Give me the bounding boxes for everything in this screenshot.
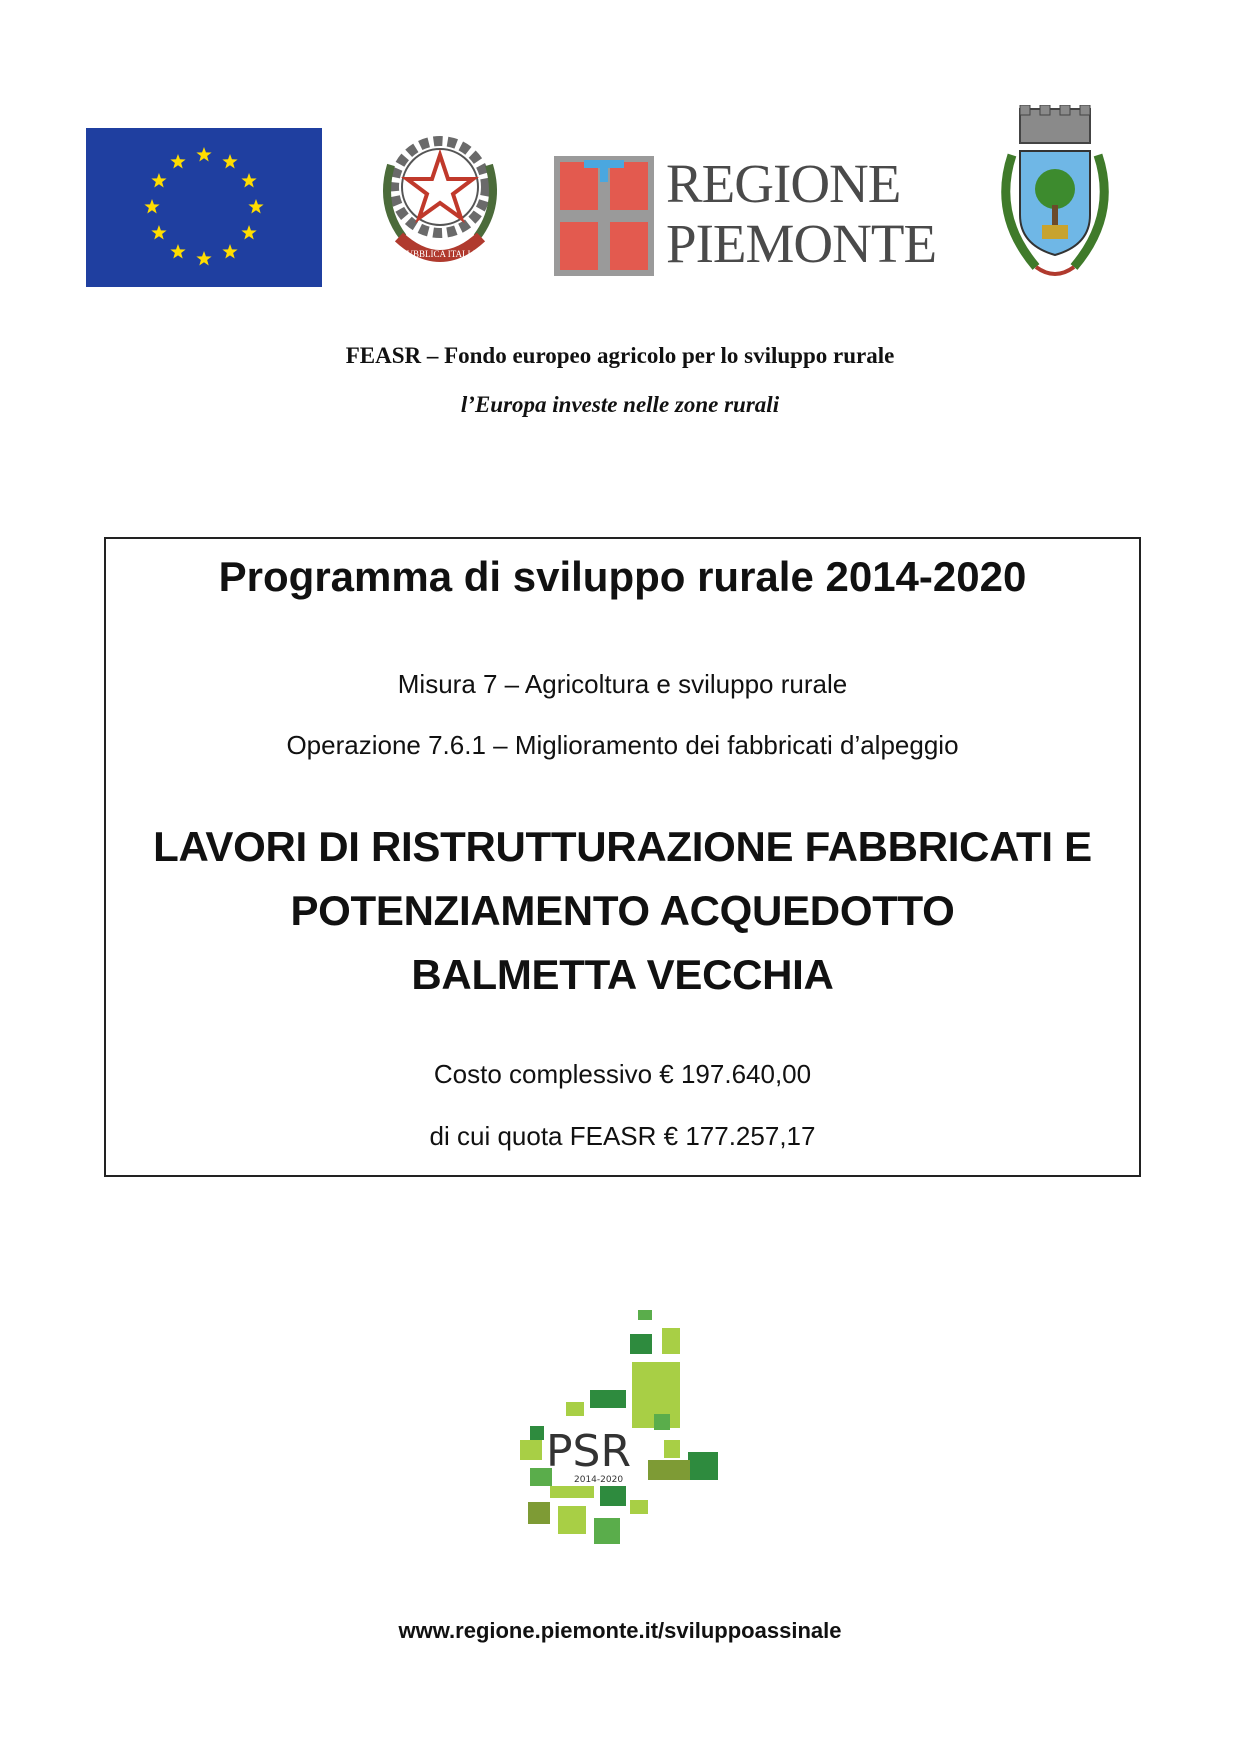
works-title [106,815,1139,1007]
measure-line: Misura 7 – Agricoltura e sviluppo rurale [397,669,848,699]
total-cost: Costo complessivo € 197.640,00 [433,1059,812,1089]
website-link[interactable]: www.regione.piemonte.it/sviluppoassinale [398,1618,842,1643]
emblem-ribbon-text: REPVBBLICA ITALIANA [389,249,491,259]
piemonte-word: PIEMONTE [666,213,937,274]
regione-piemonte-logo [554,153,937,276]
municipal-coat-of-arms-icon [990,105,1120,287]
works-title-line-1: LAVORI DI RISTRUTTURAZIONE FABBRICATI E [153,823,1092,870]
psr-years: 2014-2020 [574,1475,624,1485]
fund-line: FEASR – Fondo europeo agricolo per lo sviluppo rurale [345,343,895,368]
operation-line: Operazione 7.6.1 – Miglioramento dei fabbricati d’alpeggio [286,730,959,760]
works-title-line-2: POTENZIAMENTO ACQUEDOTTO [290,887,955,934]
psr-logo [520,1310,740,1570]
eu-flag-icon [86,128,322,287]
works-title-line-3: BALMETTA VECCHIA [411,951,834,998]
project-info-box [104,537,1141,1177]
programme-title: Programma di sviluppo rurale 2014-2020 [218,553,1027,600]
psr-text: PSR [546,1426,632,1477]
feasr-share: di cui quota FEASR € 177.257,17 [429,1121,816,1151]
italian-republic-emblem-icon [373,125,507,273]
tagline: l’Europa investe nelle zone rurali [460,392,780,417]
regione-word: REGIONE [666,153,901,214]
